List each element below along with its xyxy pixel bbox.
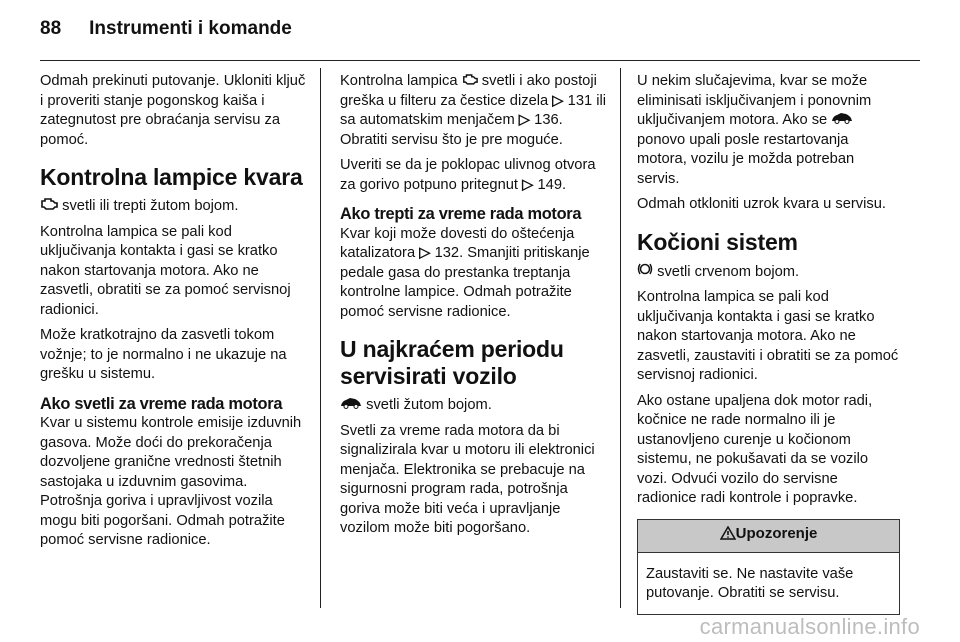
section-heading: U najkraćem periodu servisirati vozilo [340, 336, 564, 389]
page-reference-triangle-icon[interactable]: ▷ [552, 92, 564, 109]
page-number: 88 [40, 18, 62, 39]
column-divider [320, 68, 321, 608]
paragraph: Može kratkotrajno da zasvetli tokom vožnje; to je normalno i ne ukazuje na grešku u sistemu. [40, 327, 287, 382]
paragraph: U nekim slučajevima, kvar se može eliminisati isključivanjem i ponovnim uključivanjem motora. Ako se ponovo upali posle restartovanja motora, vozilu je možda potreban servis. [637, 73, 872, 187]
column-2 [340, 72, 608, 545]
page-reference-triangle-icon[interactable]: ▷ [419, 245, 431, 261]
column-1 [40, 72, 308, 557]
engine-icon [40, 197, 58, 217]
page-reference-triangle-icon[interactable]: ▷ [518, 112, 531, 128]
paragraph: Kontrolna lampica se pali kod uključivanja kontakta i gasi se kratko nakon startovanja motora. Ako ne zasvetli, zaustaviti i obratiti se za pomoć servisnoj radionici. [637, 289, 899, 383]
brake-icon [637, 262, 653, 283]
warning-header [638, 520, 899, 553]
warning-text: Zaustaviti se. Ne nastavite vaše putovanje. Obratiti se servisu. [646, 565, 854, 601]
column-divider [620, 68, 621, 608]
warning-title: Upozorenje [735, 524, 818, 542]
subsection-heading: Ako svetli za vreme rada motora [40, 394, 283, 413]
lamp-description: svetli crvenom bojom. [637, 262, 900, 283]
paragraph: Odmah otkloniti uzrok kvara u servisu. [637, 196, 886, 212]
paragraph: Kontrolna lampica se pali kod uključivanja kontakta i gasi se kratko nakon startovanja motora. Ako ne zasvetli, obratiti se za pomoć servisnoj radionici. [40, 223, 291, 318]
lamp-description: svetli žutom bojom. [340, 396, 608, 416]
page-title: Instrumenti i komande [89, 18, 292, 39]
paragraph: Svetli za vreme rada motora da bi signalizirala kvar u motoru ili elektronici menjača. Elektronika se prebacuje na sigurnosni program rada, potrošnja goriva može biti veća i upravljanje vozilom može biti pogoršano. [340, 422, 595, 536]
paragraph: Kvar u sistemu kontrole emisije izduvnih gasova. Može doći do prekoračenja dozvoljene granične vrednosti štetnih sastojaka u izduvnim gasovima. Potrošnja goriva i upravljivost vozila mogu biti pogoršani. Odmah potražite pomoć servisne radionice. [40, 415, 302, 548]
lamp-description: svetli ili trepti žutom bojom. [40, 197, 308, 217]
warning-box [637, 519, 900, 615]
car-service-icon [340, 396, 362, 416]
paragraph: Kvar koji može dovesti do oštećenja katalizatora ▷ 132. Smanjiti pritiskanje pedale gasa do prestanka treptanja kontrolne lampice. Odmah potražite pomoć servisne radionice. [340, 225, 590, 320]
warning-triangle-icon [720, 520, 736, 548]
section-heading: Kontrolna lampice kvara [40, 164, 303, 190]
paragraph: Odmah prekinuti putovanje. Ukloniti ključ i proveriti stanje pogonskog kaiša i zategnutost pre obraćanja servisu za pomoć. [40, 73, 306, 148]
paragraph: Ako ostane upaljena dok motor radi, kočnice ne rade normalno ili je ustanovljeno curenje u kočionom sistemu, ne pokušavati da se vozilo vozi. Odvući vozilo do servisne radionice radi kontrole i popravke. [637, 392, 873, 506]
subsection-heading: Ako trepti za vreme rada motora [340, 205, 582, 223]
column-3 [637, 72, 900, 615]
engine-icon [462, 72, 478, 92]
watermark: carmanualsonline.info [699, 614, 920, 639]
paragraph: Uveriti se da je poklopac ulivnog otvora za gorivo potpuno pritegnut ▷ 149. [340, 156, 608, 195]
page-header [40, 18, 292, 40]
section-heading: Kočioni sistem [637, 228, 798, 255]
page-reference-triangle-icon[interactable]: ▷ [522, 176, 534, 193]
paragraph: Kontrolna lampica svetli i ako postoji greška u filteru za čestice dizela ▷ 131 ili sa automatskim menjačem ▷ 136. Obratiti servisu što je pre moguće. [340, 73, 607, 148]
car-service-icon [831, 111, 853, 131]
header-rule [40, 60, 920, 61]
